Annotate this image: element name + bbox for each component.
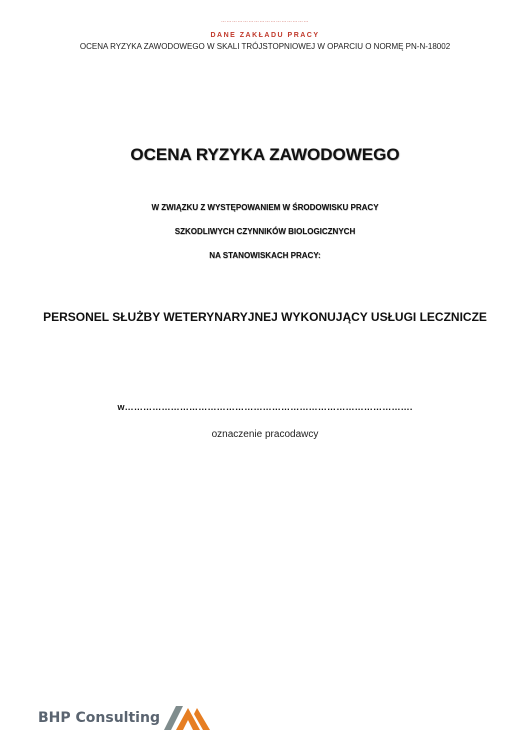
subtitle-line-3: NA STANOWISKACH PRACY: (209, 251, 321, 260)
dotted-placeholder: ………………………………………… (221, 18, 309, 24)
document-title: OCENA RYZYKA ZAWODOWEGO (130, 145, 400, 164)
company-data-label: DANE ZAKŁADU PRACY (210, 32, 320, 39)
employer-fill-line: w…………………………………………………………………………………. (117, 402, 413, 412)
bhp-consulting-logo (38, 706, 210, 730)
logo-chevron-icon (164, 706, 210, 730)
employer-caption: oznaczenie pracodawcy (211, 429, 319, 440)
subtitle-line-1: W ZWIĄZKU Z WYSTĘPOWANIEM W ŚRODOWISKU PRACY (151, 203, 379, 212)
job-position-title: PERSONEL SŁUŻBY WETERYNARYJNEJ WYKONUJĄCY USŁUGI LECZNICZE (43, 310, 487, 324)
logo-text: BHP Consulting (38, 710, 160, 726)
standard-reference-line: OCENA RYZYKA ZAWODOWEGO W SKALI TRÓJSTOPNIOWEJ W OPARCIU O NORMĘ PN-N-18002 (79, 42, 451, 51)
subtitle-line-2: SZKODLIWYCH CZYNNIKÓW BIOLOGICZNYCH (174, 227, 356, 236)
